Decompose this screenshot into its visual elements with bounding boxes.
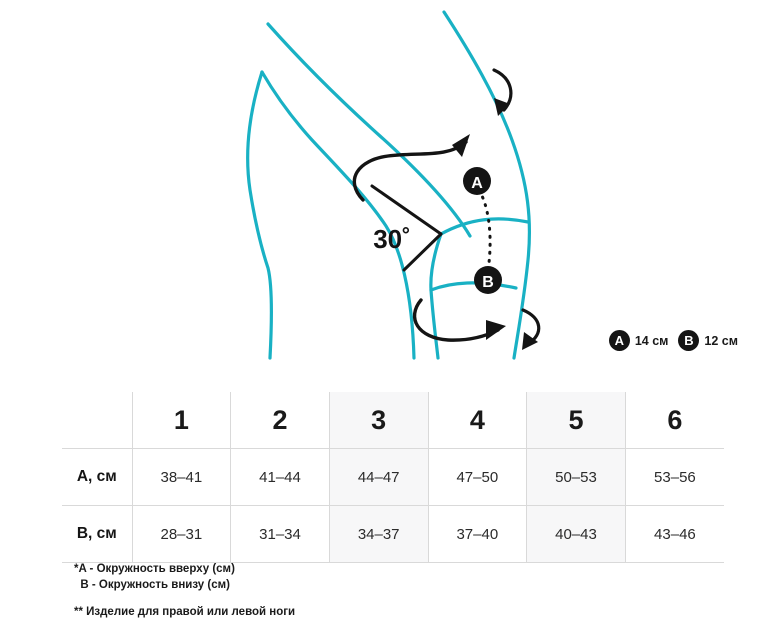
ab-distance-dotted-line	[479, 190, 490, 276]
table-corner-cell	[62, 392, 132, 449]
table-row	[62, 506, 724, 563]
marker-b	[474, 266, 502, 294]
legend-value-b: 12 см	[704, 333, 738, 348]
cell-b-6: 43–46	[625, 506, 724, 563]
footnote-line-1: *A - Окружность вверху (см)	[74, 563, 235, 575]
size-table	[62, 392, 724, 563]
footnotes	[74, 562, 295, 621]
column-header-1: 1	[132, 392, 231, 449]
bottom-circumference-arrow	[415, 300, 498, 340]
footnote-line-3: ** Изделие для правой или левой ноги	[74, 606, 296, 619]
cell-b-1: 28–31	[132, 506, 231, 563]
row-label-a: A, см	[62, 449, 132, 506]
legend-item-a	[609, 330, 669, 351]
cell-b-2: 31–34	[231, 506, 330, 563]
footnote-line-2: B - Окружность внизу (см)	[74, 578, 230, 591]
cell-b-3: 34–37	[329, 506, 428, 563]
row-label-b: B, см	[62, 506, 132, 563]
bottom-arrow-head	[486, 320, 506, 340]
legend-badge-a: A	[609, 330, 630, 351]
legend-value-a: 14 см	[634, 333, 669, 348]
column-header-6: 6	[625, 392, 724, 449]
top-circumference-arrow	[354, 142, 466, 200]
legend-badge-b: B	[678, 330, 699, 351]
cell-a-2: 41–44	[231, 449, 330, 506]
marker-b-label: B	[482, 274, 494, 291]
cell-a-6: 53–56	[625, 449, 724, 506]
cell-a-1: 38–41	[132, 449, 231, 506]
column-header-5: 5	[527, 392, 626, 449]
table-row	[62, 449, 724, 506]
top-arrow-head	[452, 134, 470, 157]
table-header-row	[62, 392, 724, 449]
column-header-3: 3	[329, 392, 428, 449]
marker-a-label: A	[471, 175, 483, 192]
cell-b-4: 37–40	[428, 506, 527, 563]
column-header-2: 2	[231, 392, 330, 449]
cell-a-3: 44–47	[329, 449, 428, 506]
marker-a	[463, 167, 491, 195]
cell-b-5: 40–43	[527, 506, 626, 563]
cell-a-4: 47–50	[428, 449, 527, 506]
legend-item-b	[678, 330, 738, 351]
column-header-4: 4	[428, 392, 527, 449]
measurement-legend	[609, 330, 738, 351]
angle-label: 30˚	[373, 224, 411, 254]
cell-a-5: 50–53	[527, 449, 626, 506]
